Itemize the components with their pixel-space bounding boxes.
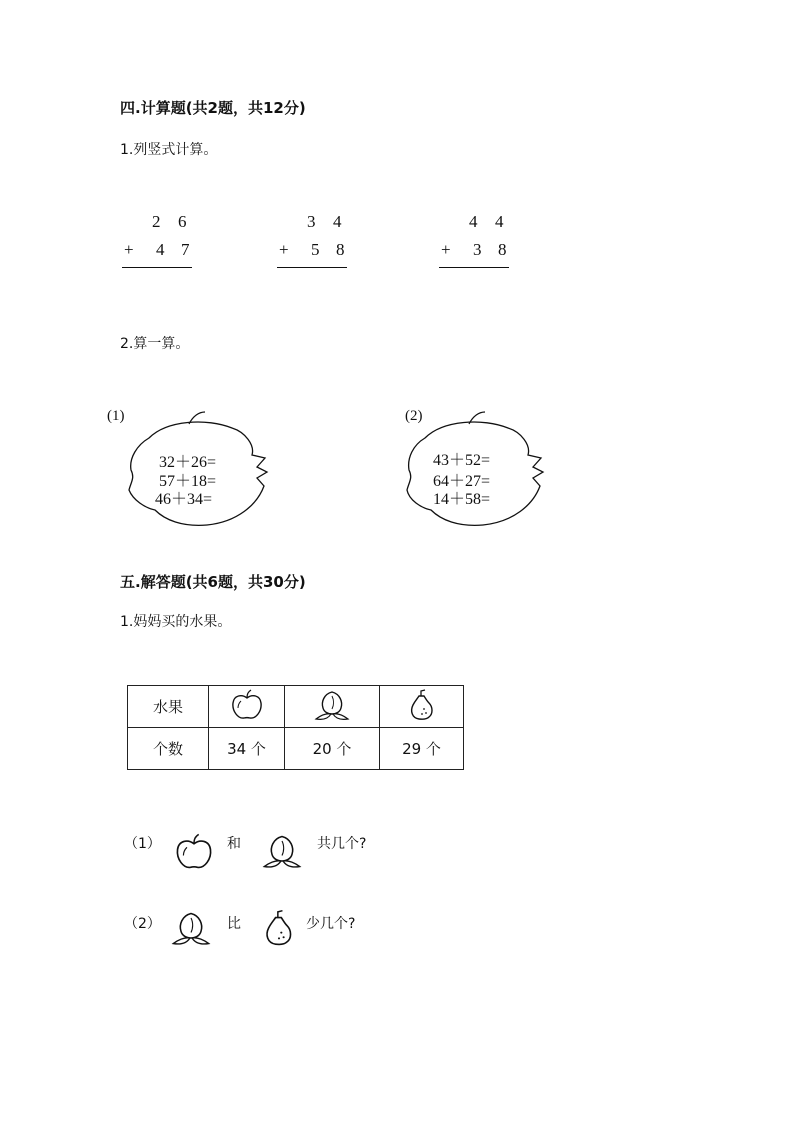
leaf-card-2 xyxy=(405,410,555,540)
digit: 4 xyxy=(333,212,342,231)
pear-count: 29 个 xyxy=(380,728,464,770)
plus-sign: + xyxy=(441,240,451,259)
plus-sign: + xyxy=(124,240,134,259)
sum-line xyxy=(277,267,347,268)
fruit-table xyxy=(127,685,464,770)
sub-question-1-connector: 和 xyxy=(227,836,241,852)
sub-question-2-connector: 比 xyxy=(227,916,241,932)
equation: 14＋58= xyxy=(433,491,491,508)
section-4-title: 四.计算题(共2题，共12分) xyxy=(120,99,306,117)
peach-icon xyxy=(171,909,211,947)
digit: 4 xyxy=(469,212,478,231)
sub-question-2-text: 少几个? xyxy=(306,916,356,932)
digit: 7 xyxy=(181,240,190,259)
peach-count: 20 个 xyxy=(285,728,380,770)
equation: 43＋52= xyxy=(433,452,491,469)
digit: 4 xyxy=(495,212,504,231)
sub-question-2-label: （2） xyxy=(124,916,161,932)
equation: 32＋26= xyxy=(159,454,217,471)
equation: 57＋18= xyxy=(159,473,217,490)
apple-cell xyxy=(209,686,285,728)
equation: 46＋34= xyxy=(155,491,213,508)
apple-icon xyxy=(230,689,264,721)
peach-icon xyxy=(314,688,350,722)
row-label-fruit: 水果 xyxy=(128,686,209,728)
equation: 64＋27= xyxy=(433,473,491,490)
section-5-title: 五.解答题(共6题，共30分) xyxy=(120,573,306,591)
question-4-2: 2.算一算。 xyxy=(120,336,190,352)
apple-count: 34 个 xyxy=(209,728,285,770)
row-label-count: 个数 xyxy=(128,728,209,770)
digit: 8 xyxy=(336,240,345,259)
vertical-add-2 xyxy=(277,212,357,268)
peach-icon xyxy=(262,832,302,870)
pear-cell xyxy=(380,686,464,728)
digit: 6 xyxy=(178,212,187,231)
leaf-card-1 xyxy=(107,408,277,540)
question-5-1: 1.妈妈买的水果。 xyxy=(120,614,232,630)
pear-icon xyxy=(409,689,435,721)
sum-line xyxy=(122,267,192,268)
vertical-add-1 xyxy=(122,212,202,268)
digit: 3 xyxy=(307,212,316,231)
digit: 2 xyxy=(152,212,161,231)
question-4-1: 1.列竖式计算。 xyxy=(120,142,218,158)
sum-line xyxy=(439,267,509,268)
leaf-label: (2) xyxy=(405,408,423,424)
pear-icon xyxy=(264,908,294,948)
digit: 8 xyxy=(498,240,507,259)
leaf-label: (1) xyxy=(107,408,125,424)
sub-question-1-text: 共几个? xyxy=(317,836,367,852)
digit: 3 xyxy=(473,240,482,259)
peach-cell xyxy=(285,686,380,728)
digit: 4 xyxy=(156,240,165,259)
digit: 5 xyxy=(311,240,320,259)
apple-icon xyxy=(174,833,214,871)
plus-sign: + xyxy=(279,240,289,259)
vertical-add-3 xyxy=(439,212,519,268)
sub-question-1-label: （1） xyxy=(124,836,161,852)
